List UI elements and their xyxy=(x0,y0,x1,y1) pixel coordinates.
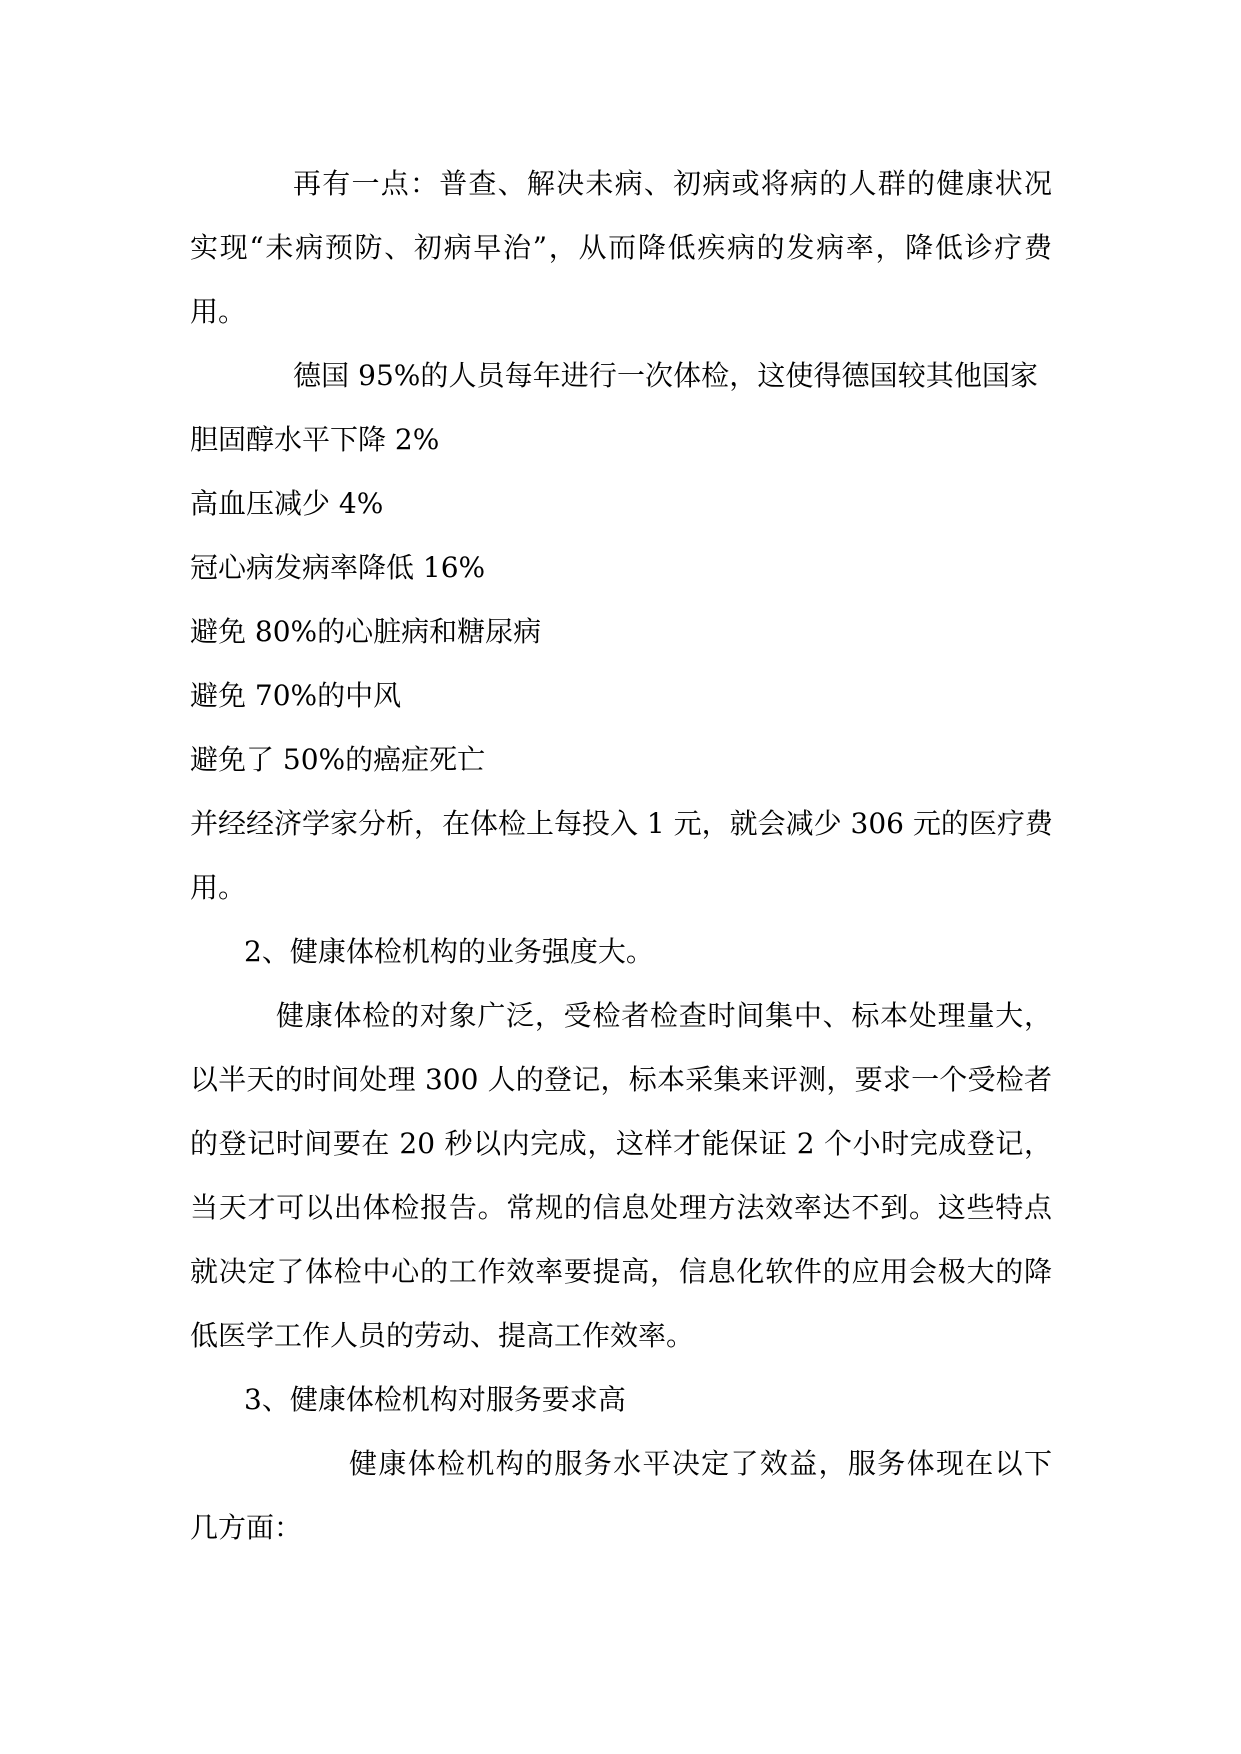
section-heading: 2、健康体检机构的业务强度大。 xyxy=(244,935,654,968)
paragraph-line: 几方面： xyxy=(190,1511,303,1544)
paragraph-line: 以半天的时间处理 300 人的登记，标本采集来评测，要求一个受检者 xyxy=(190,1063,1052,1096)
paragraph-line: 就决定了体检中心的工作效率要提高，信息化软件的应用会极大的降 xyxy=(190,1255,1052,1288)
list-line: 避免了 50%的癌症死亡 xyxy=(190,743,486,776)
paragraph-line: 的登记时间要在 20 秒以内完成，这样才能保证 2 个小时完成登记， xyxy=(190,1127,1052,1160)
paragraph-line: 再有一点：普查、解决未病、初病或将病的人群的健康状况 xyxy=(293,167,1052,200)
paragraph-line: 低医学工作人员的劳动、提高工作效率。 xyxy=(190,1319,695,1352)
paragraph-line: 实现“未病预防、初病早治”，从而降低疾病的发病率，降低诊疗费 xyxy=(190,231,1052,264)
paragraph-line: 健康体检的对象广泛，受检者检查时间集中、标本处理量大， xyxy=(276,999,1052,1032)
paragraph-line: 健康体检机构的服务水平决定了效益，服务体现在以下 xyxy=(349,1447,1052,1480)
list-line: 避免 70%的中风 xyxy=(190,679,402,712)
list-line: 避免 80%的心脏病和糖尿病 xyxy=(190,615,542,648)
list-line: 高血压减少 4% xyxy=(190,487,384,520)
paragraph-line: 德国 95%的人员每年进行一次体检，这使得德国较其他国家 xyxy=(293,359,1038,392)
paragraph-line: 当天才可以出体检报告。常规的信息处理方法效率达不到。这些特点 xyxy=(190,1191,1052,1224)
paragraph-line: 用。 xyxy=(190,871,247,904)
list-line: 冠心病发病率降低 16% xyxy=(190,551,486,584)
paragraph-line: 用。 xyxy=(190,295,247,328)
list-line: 胆固醇水平下降 2% xyxy=(190,423,440,456)
paragraph-line: 并经经济学家分析，在体检上每投入 1 元，就会减少 306 元的医疗费 xyxy=(190,807,1053,840)
section-heading: 3、健康体检机构对服务要求高 xyxy=(244,1383,626,1416)
